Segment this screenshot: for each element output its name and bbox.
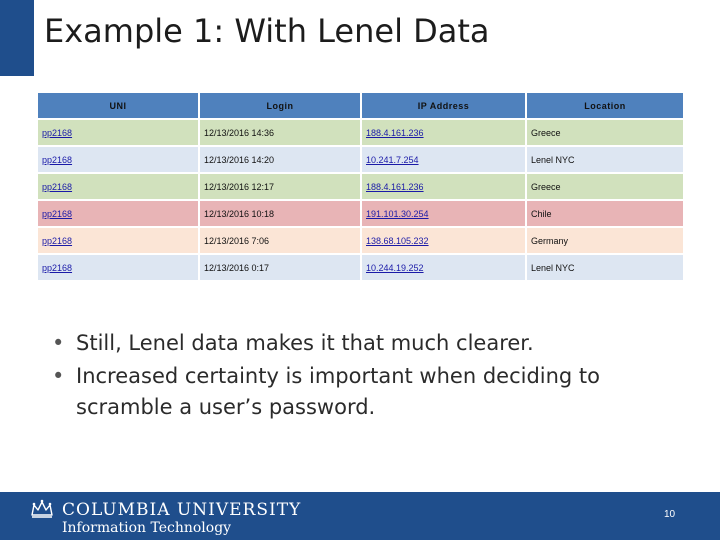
table-row: [38, 255, 683, 280]
bullet-text: Still, Lenel data makes it that much clearer.: [76, 331, 534, 355]
login-table: [36, 91, 685, 282]
login-cell: 12/13/2016 7:06: [200, 228, 360, 253]
uni-link[interactable]: pp2168: [42, 208, 73, 219]
bullet-text: Increased certainty is important when deciding to scramble a user’s password.: [76, 364, 601, 419]
footer-bar: [0, 492, 720, 540]
ip-link[interactable]: 191.101.30.254: [366, 208, 429, 219]
ip-cell[interactable]: [362, 147, 525, 172]
table-header-row: [38, 93, 683, 118]
table-row: [38, 147, 683, 172]
column-header-login: Login: [200, 93, 360, 118]
column-header-uni: UNI: [38, 93, 198, 118]
bullet-item: [52, 361, 692, 423]
table-row: [38, 120, 683, 145]
uni-link[interactable]: pp2168: [42, 181, 73, 192]
column-header-ip: IP Address: [362, 93, 525, 118]
ip-link[interactable]: 188.4.161.236: [366, 127, 424, 138]
ip-link[interactable]: 10.244.19.252: [366, 262, 424, 273]
ip-cell[interactable]: [362, 228, 525, 253]
table-row: [38, 201, 683, 226]
location-cell: Lenel NYC: [527, 147, 683, 172]
login-cell: 12/13/2016 0:17: [200, 255, 360, 280]
bullet-icon: •: [52, 364, 65, 388]
page-number: 10: [664, 509, 676, 520]
ip-cell[interactable]: [362, 255, 525, 280]
table-row: [38, 228, 683, 253]
page-title: Example 1: With Lenel Data: [44, 12, 490, 50]
ip-cell[interactable]: [362, 120, 525, 145]
bullet-list: [52, 328, 692, 425]
department-name: Information Technology: [62, 520, 232, 536]
uni-cell[interactable]: [38, 228, 198, 253]
uni-link[interactable]: pp2168: [42, 127, 73, 138]
uni-cell[interactable]: [38, 174, 198, 199]
uni-cell[interactable]: [38, 120, 198, 145]
location-cell: Chile: [527, 201, 683, 226]
location-cell: Lenel NYC: [527, 255, 683, 280]
crown-logo-icon: [30, 499, 54, 519]
login-cell: 12/13/2016 12:17: [200, 174, 360, 199]
university-name: COLUMBIA UNIVERSITY: [62, 500, 302, 520]
uni-cell[interactable]: [38, 201, 198, 226]
location-cell: Germany: [527, 228, 683, 253]
uni-link[interactable]: pp2168: [42, 154, 73, 165]
uni-link[interactable]: pp2168: [42, 262, 73, 273]
bullet-item: [52, 328, 692, 359]
uni-cell[interactable]: [38, 255, 198, 280]
table-row: [38, 174, 683, 199]
ip-link[interactable]: 188.4.161.236: [366, 181, 424, 192]
column-header-location: Location: [527, 93, 683, 118]
location-cell: Greece: [527, 174, 683, 199]
location-cell: Greece: [527, 120, 683, 145]
uni-link[interactable]: pp2168: [42, 235, 73, 246]
ip-link[interactable]: 10.241.7.254: [366, 154, 419, 165]
ip-cell[interactable]: [362, 174, 525, 199]
ip-link[interactable]: 138.68.105.232: [366, 235, 429, 246]
login-cell: 12/13/2016 14:36: [200, 120, 360, 145]
login-cell: 12/13/2016 14:20: [200, 147, 360, 172]
uni-cell[interactable]: [38, 147, 198, 172]
bullet-icon: •: [52, 331, 65, 355]
ip-cell[interactable]: [362, 201, 525, 226]
login-cell: 12/13/2016 10:18: [200, 201, 360, 226]
